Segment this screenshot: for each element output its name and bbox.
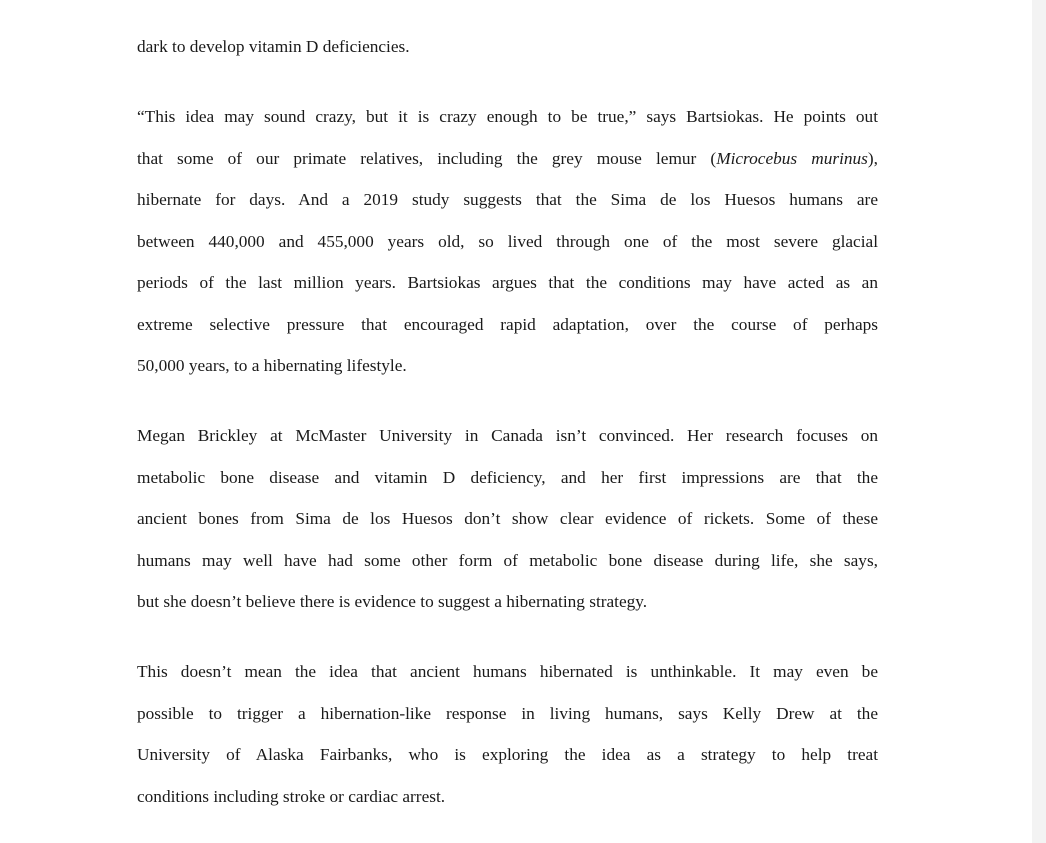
- paragraph-2-line-1: “This idea may sound crazy, but it is crazy enough to be true,” says Bartsiokas. He points out: [137, 107, 878, 126]
- species-name-italic: Microcebus murinus: [716, 149, 868, 168]
- line-text-after: ),: [867, 149, 878, 168]
- paragraph-2-line-5: periods of the last million years. Bartsiokas argues that the conditions may have acted as an: [137, 273, 878, 292]
- paragraph-4-line-1: This doesn’t mean the idea that ancient humans hibernated is unthinkable. It may even be: [137, 662, 878, 681]
- paragraph-4-line-4: conditions including stroke or cardiac arrest.: [137, 787, 446, 806]
- paragraph-2-line-6: extreme selective pressure that encouraged rapid adaptation, over the course of perhaps: [137, 315, 878, 334]
- paragraph-3-line-1: Megan Brickley at McMaster University in Canada isn’t convinced. Her research focuses on: [137, 426, 878, 445]
- line-text-before: that some of our primate relatives, including the grey mouse lemur (: [137, 149, 717, 168]
- paragraph-4-line-3: University of Alaska Fairbanks, who is exploring the idea as a strategy to help treat: [137, 745, 878, 764]
- paragraph-2-line-3: hibernate for days. And a 2019 study suggests that the Sima de los Huesos humans are: [137, 190, 878, 209]
- scrollbar-track[interactable]: [1032, 0, 1046, 843]
- paragraph-1-line-1: dark to develop vitamin D deficiencies.: [137, 37, 410, 56]
- paragraph-3-line-5: but she doesn’t believe there is evidence to suggest a hibernating strategy.: [137, 592, 648, 611]
- paragraph-2-line-7: 50,000 years, to a hibernating lifestyle.: [137, 356, 407, 375]
- paragraph-3-line-2: metabolic bone disease and vitamin D deficiency, and her first impressions are that the: [137, 468, 878, 487]
- paragraph-2-line-4: between 440,000 and 455,000 years old, so lived through one of the most severe glacial: [137, 232, 878, 251]
- paragraph-2-line-2: [137, 148, 878, 170]
- paragraph-3-line-3: ancient bones from Sima de los Huesos don’t show clear evidence of rickets. Some of these: [137, 509, 878, 528]
- paragraph-3-line-4: humans may well have had some other form of metabolic bone disease during life, she says,: [137, 551, 878, 570]
- paragraph-4-line-2: possible to trigger a hibernation-like response in living humans, says Kelly Drew at the: [137, 704, 878, 723]
